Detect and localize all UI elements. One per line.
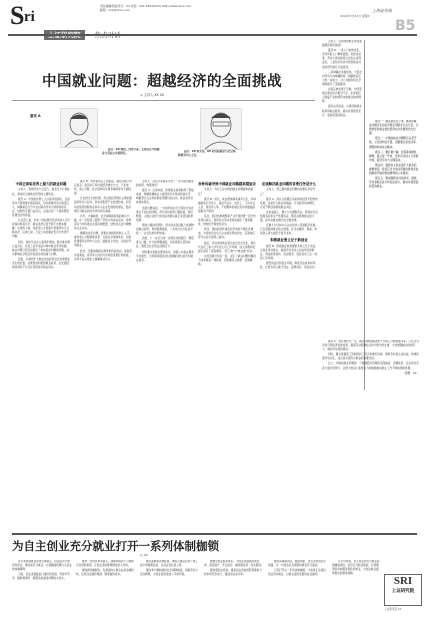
caption-b (178, 150, 236, 180)
second-col-4: 要健全创业服务体系，为创业者提供政策咨询、项目推介、开业指导、融资服务等一条龙服务。 要加强创业培训，提高创业者的经营管理能力和市场竞争能力，提高创业成功率。 (204, 560, 264, 577)
interviewee-a-label: 嘉宾 A (30, 114, 41, 118)
article-col-2: 嘉宾 B：我非常同意上述看法。就业问题之所以复杂，是因为它牵涉到经济增长方式、产业结构、收入分配、社会保障以及教育体制等多方面因素。 过去相当长的时期，我们的经济增长主要依靠投资和出口拉动，资本密集型产业发展较快，而劳动密集型的服务业和中小企业发展相对滞后，经济增长对就业的拉动作用有所减弱。 另外，户籍制度、社会保障制度等的城乡分割，在一定程度上阻碍了劳动力的自由流动，使得劳动力市场难以实现有效配置，结构性失业与摩擦性失业并存。 要解决这些问题，需要从体制和机制上入手，推进收入分配制度改革，完善社会保障体系，加快发展服务业和中小企业，鼓励自主创业，以创业带动就业。 此外，还要加强职业教育和技能培训，提高劳动者素质，使劳动力供给与市场需求更好地衔接，这样才能从根本上缓解就业压力。 (74, 180, 132, 261)
masthead-line-1: 责任编辑/版面设计：XX 电话：021-XXXXXXXX http://www.xxxx.com (100, 4, 192, 8)
logo (10, 1, 40, 33)
logo-ri: ri (24, 9, 35, 25)
caption-a-text: 嘉宾：XX 教授，经济学家，长期关注中国就业与劳动力市场研究。 (102, 148, 160, 156)
footer-logo-sub: SHANGHAI SECURITIES RESEARCH INSTITUTE (385, 594, 421, 595)
caption-b-text: 嘉宾：XX 研究员，XX 研究院就业与社会保障研究中心主任。 (178, 150, 236, 158)
main-byline: ◎ 主持人 XX XX (140, 93, 165, 97)
article-col-1: 中国正面临世界上最大的就业问题 主持人：我国劳动力总量大，就业压力长期存在，请谈谈当前就业形势的主要特点。 嘉宾 A：中国是世界上人口最多的国家，也是劳动力资源最丰富的国家，每年新增劳动力数量巨大，城镇就业压力与农村富余劳动力转移同时存在，结构性矛盾日益突出，这是任何一个国家都没有遇到过的局面。 从总量上看，未来一段时期内劳动年龄人口仍将保持较高水平，就业供求总量矛盾不会根本缓解；从结构上看，技能型人才短缺与普通劳动力过剩并存，区域之间、行业之间的就业机会分布很不均衡。 同时，高校毕业生人数逐年增加，就业难问题日益突出，农民工返乡创业与城市就业竞争加剧，就业问题已经远远超出了单纯经济问题的范畴，成为影响社会稳定和发展全局的重大问题。 因此，必须把扩大就业放在经济社会发展更加突出的位置，实施更加积极的就业政策，在发展经济的同时千方百计创造更多就业岗位。 (12, 182, 70, 270)
interviewee-a-photo (60, 108, 98, 148)
caption-a (102, 148, 160, 178)
article-col-7: 嘉宾 A：我还想补充一点，就业问题的解决离不开收入分配制度改革。只有让劳动者分享经济发展成果，提高劳动报酬在初次分配中的比重，才能增强就业的吸引力，调动劳动者积极性。 同时，要完善最低工资制度和工资正常增长机制，保障劳动者合法权益，构建和谐劳动关系，这也是实现充分就业的重要内容。 总之，中国的就业问题是一个超越经济范畴的全面挑战，需要政府、企业和社会各方面共同努力，以更大的决心和更有力的措施推动就业工作不断取得新进展。 （整理：XX） (322, 340, 419, 375)
article-col-6: 主持人：目前我国就业形势面临哪些新的挑战？ 嘉宾 B：一是人口结构变化，劳动年龄人口增速放缓，老龄化加速，劳动力供给格局正在发生深刻变化；二是技术进步对传统就业岗位的替代效应日益显现。 三是城镇化进程加快，大量农村劳动力向城镇转移，城镇就业压力进一步加大，对公共服务和社会保障提出了更高要求。 四是区域发展不平衡，中西部地区就业机会相对不足，东部地区又面临产业转移带来的就业结构调整。 面对这些挑战，必须创新就业政策和就业服务，推动实现更加充分、更高质量的就业。 (322, 40, 362, 117)
article-col-3: 主持人：这些年来国家出台了一系列促进就业的政策，效果如何？ 嘉宾 A：总体来看，积极就业政策取得了明显成效，城镇新增就业人数连续多年保持较高水平，城镇登记失业率控制在预期目标以内，就业局势总体保持稳定。 但是也要看到，一些政策在执行过程中还存在落实不到位的问题，部分扶持政策门槛较高、程序繁琐，小微企业和个体创业者难以真正享受到政策优惠。 例如小额担保贷款，很多创业者因缺乏抵押物而难以获得；再如税费减免，一些地方执行标准不统一，企业负担依然较重。 因此，下一步应当进一步简化审批程序、降低准入门槛，扩大政策覆盖面，让政策真正落到实处，激发全社会创业创新活力。 同时要完善就业服务体系，加强公共就业服务平台建设，为求职者提供及时准确的岗位信息和就业指导。 (136, 180, 194, 262)
column-label-bar (44, 22, 244, 32)
portrait-b-sketch (201, 109, 241, 149)
section-head-3: 应该解决就业问题的首要任务是什么 (261, 182, 317, 186)
date-text: 2012年3月XX日 星期X (340, 14, 370, 18)
second-col-3: 要完善税收优惠政策，减轻小微企业和个体工商户的税费负担，让创业者轻装上阵。 要改革户籍制度和社会保障制度，消除劳动力流动障碍，为创业创造更加公平的环境。 (140, 560, 198, 577)
section-head-4: 积极就业要立足于新创业 (270, 238, 308, 243)
sidebar-box (364, 40, 421, 390)
section-head-1: 中国正面临世界上最大的就业问题 (15, 182, 67, 186)
footer-right-small: 上证研究院 XX (384, 608, 402, 611)
paper-name: 上海证券报 (372, 8, 392, 13)
second-col-6: 从长远来看，自主创业和充分就业是相辅相成的，政府应当转变职能，从管理型政府向服务型政府转变，为创业就业提供更好的制度保障。 (332, 560, 380, 576)
article-col-4: 各种因素导致中国就业问题越来越复杂 主持人：为什么说中国的就业问题越来越复杂？ 嘉宾 B：首先，就业群体越来越多元化，有城镇新成长劳动力、高校毕业生、农民工、下岗失业人员、退役军人等，不同群体的就业需求和面临的困难各不相同。 其次，经济结构调整和产业升级使得一部分传统岗位消失，新岗位对劳动者技能提出了更高要求，结构性矛盾更加突出。 再次，国际经济环境变化带来的不确定性增加，外需波动对出口企业就业形成冲击，沿海地区部分企业出现用工波动。 最后，劳动者的就业观念也在发生变化，新生代农民工和大学毕业生对工作环境、收入待遇和发展空间有了更高期待，"招工难"与"就业难"并存。 这些因素交织在一起，决定了就业问题的解决不能单靠某一项政策，而需要综合施策、统筹兼顾。 (198, 182, 256, 266)
second-col-1: 近年来我国就业形势总体稳定，但深层次矛盾依然存在，要实现充分就业，必须破除阻碍自主创业的体制障碍。 当前，创业者面临的门槛仍然较高，审批环节多、融资渠道窄、税费负担重等问题较为突出。 (12, 560, 72, 581)
footer-logo-text: 上证研究院 (391, 589, 415, 594)
title-rule (12, 100, 315, 101)
masthead-line-2: 邮箱：xxx@xxxx.com (100, 8, 130, 12)
page-number: B5 (395, 18, 416, 34)
article-col-5: 应该解决就业问题的首要任务是什么 主持人：那么解决就业问题的首要任务是什么？ 嘉宾 A：我认为首要任务是保持经济平稳较快发展，这是扩大就业的基础。只有经济持续增长，才能不断创造新的就业岗位。 在此基础上，要大力发展服务业，特别是生活性服务业和生产性服务业，服务业吸纳就业能力强，是未来就业增长的主要来源。 还要大力扶持中小企业和非公有制经济发展，它们是吸纳就业的主渠道，应当在融资、税收、市场准入等方面给予更多支持。 积极就业要立足于新创业 嘉宾 B：积极就业政策要更多地立足于创业，以创业带动就业，鼓励劳动者自主创业和自谋职业，形成政策扶持、创业服务、创业培训三位一体的工作机制。 要营造良好的创业环境，降低创业成本和风险，让更多的人敢于创业、能够创业、创业成功。 (260, 182, 318, 270)
footer-logo-letters: SRI (393, 575, 413, 587)
logo-s: S (10, 1, 25, 30)
footer-logo (384, 574, 422, 606)
portrait-a-sketch (61, 109, 97, 147)
second-title: 为自主创业充分就业打开一系列体制枷锁 (12, 539, 219, 553)
interviewee-b-photo (200, 108, 242, 150)
second-byline: ◎ XX (140, 553, 148, 557)
header-rule (8, 34, 417, 36)
section-head-2: 各种因素导致中国就业问题越来越复杂 (198, 182, 256, 186)
second-col-5: 要营造尊重创业、鼓励创新、宽容失败的社会氛围，让一切创造社会财富的源泉充分涌流。 只有打开这一系列体制枷锁，才能真正实现以创业带动就业、以就业促进发展的良性循环。 (268, 560, 326, 577)
main-title: 中国就业问题：超越经济的全面挑战 (42, 74, 282, 90)
sidebar-text: 观点一：就业是民生之本，解决好就业问题关系到社会稳定和国家长治久安，必须把促进就业放在经济社会发展的优先位置。 观点二：中国的就业问题既有总量矛盾，又有结构性矛盾，需要通过深化改革、调整结构来综合解决。 观点三：要打破户籍、社保等体制性障碍，建立统一开放、竞争有序的人力资源市场，促进劳动力合理流动。 观点四：鼓励自主创业是扩大就业的重要途径，政府应当为创业者提供更加宽松的制度环境和更加便利的公共服务。 观点五：要加强职业技能培训，提高劳动者就业能力和创业能力，推动实现更高质量的就业。 (369, 120, 419, 189)
section-divider (12, 533, 417, 535)
second-col-2: 要进一步放宽市场准入，清理和取消不合理的行政审批事项，让创业者能够便捷地进入市场。 要创新金融服务，发展面向小微企业的金融机构，拓宽创业融资渠道，降低融资成本。 (76, 560, 134, 577)
header-masthead (100, 4, 330, 12)
